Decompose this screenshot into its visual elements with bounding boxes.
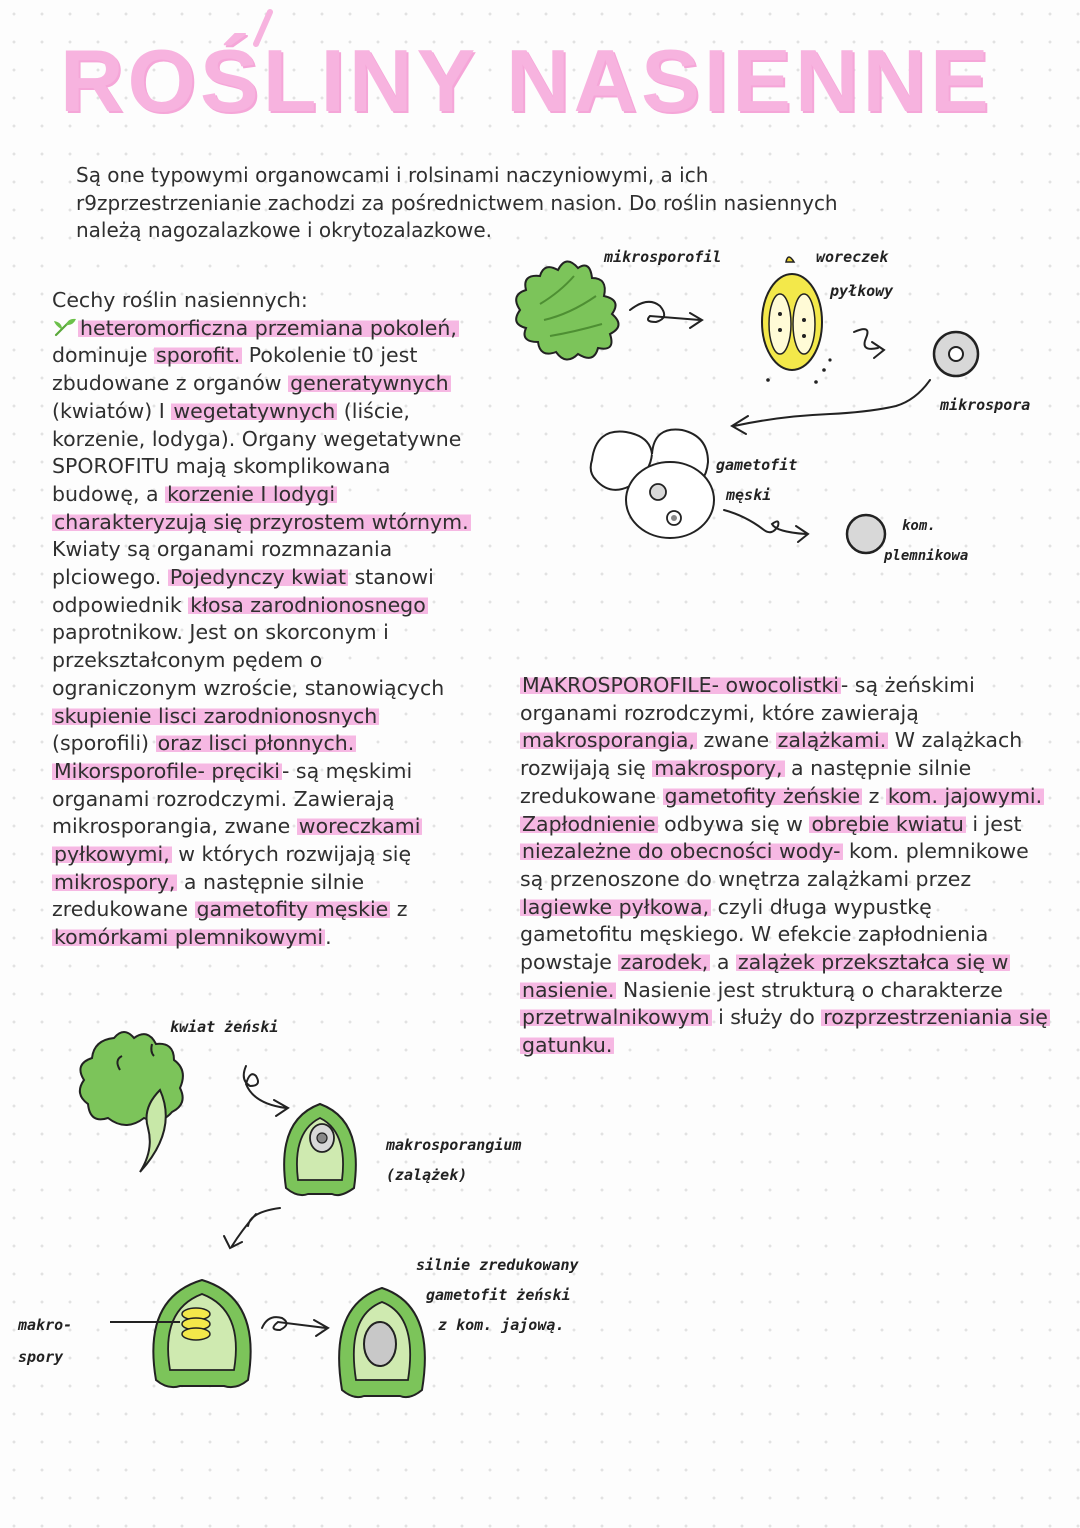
features-text: paprotnikow. Jest on skorconym i przekształconym pędem o ograniczonym wzroście, stanowiących xyxy=(52,620,445,700)
features-highlight: komórkami plemnikowymi xyxy=(54,925,324,950)
makrosporofile-highlight: makrospory, xyxy=(654,756,783,781)
features-highlight: gametofity męskie xyxy=(196,897,389,922)
features-highlight: korzenie I lodygi charakteryzują się przyrostem wtórnym. xyxy=(54,481,469,534)
features-text: stanowi odpowiednik xyxy=(52,565,434,617)
kom-plemnikowa-label-1: kom. xyxy=(902,518,936,534)
woreczek-label-1: woreczek xyxy=(816,248,889,266)
woreczek-label-2: pyłkowy xyxy=(830,282,894,300)
features-text: (kwiatów) I xyxy=(52,398,172,423)
features-text: w których rozwijają się xyxy=(171,842,412,867)
features-highlight: skupienie lisci zarodnionosnych xyxy=(54,703,378,728)
gametofit-zenski-label-1: silnie zredukowany xyxy=(416,1256,579,1274)
makrosporofile-text: czyli długa wypustkę gametofitu męskiego. W efekcie zapłodnienia powstaje xyxy=(520,894,989,975)
features-text: - są męskimi organami rozrodczymi. Zawierają mikrosporangia, zwane xyxy=(52,758,413,839)
makrosporofile-highlight: zalążkami. xyxy=(777,728,887,753)
makrosporofile-highlight: rozprzestrzeniania się gatunku. xyxy=(522,1005,1048,1058)
makrosporangium-label-1: makrosporangium xyxy=(386,1136,522,1154)
mikrospora-drawing xyxy=(934,332,978,376)
makrosporofile-highlight: przetrwalnikowym xyxy=(522,1005,710,1030)
gametofit-meski-label-1: gametofit xyxy=(716,456,798,474)
gametofit-zenski-drawing xyxy=(339,1288,425,1397)
features-text: a następnie silnie zredukowane xyxy=(52,869,365,922)
features-highlight: Mikorsporofile- pręciki xyxy=(54,758,280,783)
makrosporofile-highlight: makrosporangia, xyxy=(522,728,695,753)
page-title: ROŚLINY NASIENNE xyxy=(60,31,993,130)
features-text xyxy=(52,315,472,952)
kom-plemnikowa-label-2: plemnikowa xyxy=(884,548,969,564)
makrosporofile-text: zwane xyxy=(696,728,776,753)
mikrosporofil-drawing xyxy=(516,261,618,359)
features-section xyxy=(52,287,472,952)
features-text: z xyxy=(390,897,408,922)
makrospory-label-2: spory xyxy=(18,1348,64,1366)
kwiat-zenski-label: kwiat żeński xyxy=(170,1018,279,1036)
features-text: (liście, korzenie, lodyga). Organy wegetatywne SPOROFITU mają skomplikowana budowę, a xyxy=(52,398,462,506)
makrosporofile-text: - są żeńskimi organami rozrodczymi, które zawierają xyxy=(520,673,975,725)
makrosporofile-text: i jest xyxy=(965,811,1022,836)
gametofit-meski-drawing xyxy=(591,430,714,539)
makrosporofile-highlight: kom. jajowymi. xyxy=(887,783,1043,808)
makrosporofile-text: a następnie silnie zredukowane xyxy=(520,756,972,808)
features-text: (sporofili) xyxy=(52,731,156,756)
makrosporofile-text: i służy do xyxy=(711,1005,822,1030)
features-heading: Cechy roślin nasiennych: xyxy=(52,288,308,312)
features-highlight: woreczkami pyłkowymi, xyxy=(54,814,421,867)
makrosporangium-drawing xyxy=(284,1104,356,1195)
sprout-icon xyxy=(52,317,78,337)
features-highlight: mikrospory, xyxy=(54,869,176,894)
makrosporofile-text: odbywa się w xyxy=(657,811,810,836)
makrosporofile-text: a xyxy=(710,950,736,975)
features-text: Kwiaty są organami rozmnazania plciowego. xyxy=(52,537,393,590)
makrosporofile-text: W zalążkach rozwijają się xyxy=(520,728,1023,781)
gametofit-zenski-label-2: gametofit żeński xyxy=(426,1286,571,1304)
features-highlight: kłosa zarodnionosnego xyxy=(190,592,426,617)
features-text: . xyxy=(325,925,332,950)
kom-plemnikowa-drawing xyxy=(847,515,885,553)
gametofit-zenski-label-3: z kom. jajową. xyxy=(438,1316,565,1334)
makrosporofile-highlight: Zapłodnienie xyxy=(522,811,656,836)
features-highlight: Pojedynczy kwiat xyxy=(169,565,347,590)
features-highlight: generatywnych xyxy=(290,371,449,396)
makrosporofile-highlight: gametofity żeńskie xyxy=(664,783,861,808)
mikrospora-label: mikrospora xyxy=(940,396,1031,414)
makrosporofile-text: kom. plemnikowe są przenoszone do wnętrza zalążkami przez xyxy=(520,839,1029,891)
features-highlight: oraz lisci płonnych. xyxy=(157,731,355,756)
makrosporofile-text: z xyxy=(862,783,886,808)
woreczek-drawing xyxy=(762,257,832,384)
features-highlight: wegetatywnych xyxy=(173,398,336,423)
gametofit-meski-label-2: męski xyxy=(726,486,772,504)
makrosporofile-highlight: zarodek, xyxy=(620,950,709,975)
makrospory-label-1: makro- xyxy=(18,1316,73,1334)
male-diagram xyxy=(500,240,1075,580)
makrosporangium-label-2: (zalążek) xyxy=(386,1166,468,1184)
makrosporofile-highlight: zalążek przekształca się w nasienie. xyxy=(522,950,1009,1002)
intro-paragraph: Są one typowymi organowcami i rolsinami naczyniowymi, a ich r9zprzestrzenianie zachodzi za pośrednictwem nasion. Do roślin nasiennych należą nagozalazkowe i okrytozalazkowe. xyxy=(76,163,838,242)
makrospory-drawing xyxy=(153,1280,250,1387)
kwiat-zenski-drawing xyxy=(80,1032,183,1172)
makrosporofile-highlight: obrębie kwiatu xyxy=(811,811,964,836)
features-text: Pokolenie t0 jest zbudowane z organów xyxy=(52,343,418,396)
features-highlight: sporofit. xyxy=(156,343,241,368)
features-text: dominuje xyxy=(52,343,155,368)
makrosporofile-highlight: lagiewke pyłkowa, xyxy=(522,894,710,919)
features-segments xyxy=(52,316,471,949)
mikrosporofil-label: mikrosporofil xyxy=(604,248,722,266)
female-diagram xyxy=(10,1000,650,1420)
makrosporofile-highlight: niezależne do obecności wody- xyxy=(522,839,841,864)
makrosporofile-text: Nasienie jest strukturą o charakterze xyxy=(616,977,1003,1002)
makrosporofile-highlight: MAKROSPOROFILE- owocolistki xyxy=(522,673,839,697)
features-highlight: heteromorficzna przemiana pokoleń, xyxy=(80,315,457,340)
